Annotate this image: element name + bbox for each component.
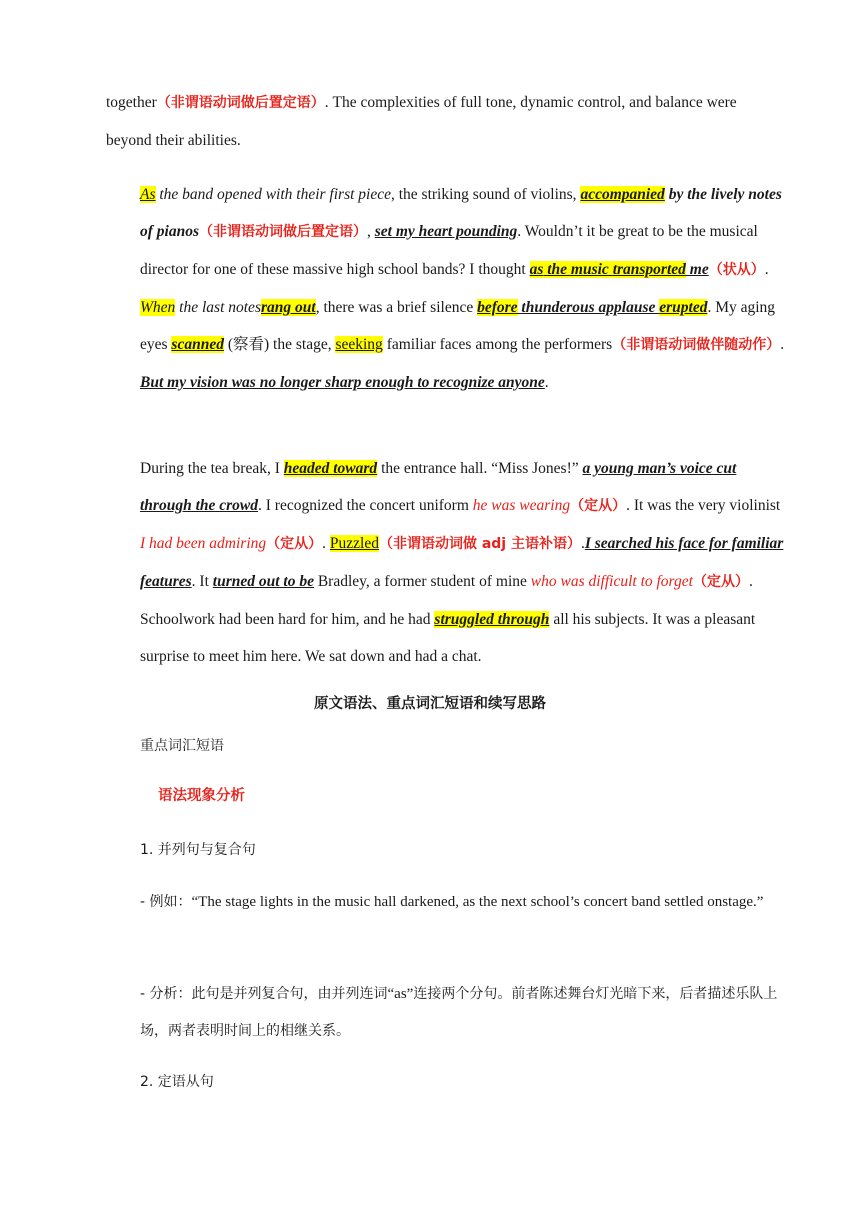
paragraph-1 — [106, 84, 754, 159]
analysis-keyword: “as” — [387, 986, 414, 1002]
text-run: (察看) the stage, — [223, 336, 336, 353]
text-run: . — [544, 374, 549, 391]
text-run: . I recognized the concert uniform — [258, 497, 473, 514]
text-run: . — [764, 261, 769, 278]
text-run: , there was a brief silence — [315, 299, 478, 316]
text-run: together — [106, 94, 157, 111]
paragraph-2 — [106, 176, 788, 401]
highlighted-word: As — [140, 186, 156, 203]
example-sentence: “The stage lights in the music hall darkened, as the next school’s concert band settled onstage.” — [191, 894, 764, 910]
example-label: - 例如： — [140, 894, 192, 910]
text-run: , — [367, 223, 375, 240]
text-run: . The complexities of full tone, dynamic control, and balance were beyond their abilities. — [106, 94, 737, 149]
text-run: the last notes — [175, 299, 261, 316]
text-run: all his subjects. It was a pleasant surprise to meet him here. We sat down and had a chat. — [140, 611, 756, 665]
example-line — [106, 884, 790, 921]
text-run: Bradley, a former student of mine — [313, 573, 531, 590]
text-run: During the tea break, I — [140, 460, 284, 477]
highlighted-word: When — [140, 299, 176, 316]
highlighted-phrase: rang out — [260, 299, 316, 316]
paragraph-3 — [106, 450, 788, 675]
highlighted-word: seeking — [335, 336, 383, 353]
text-run: . It was the very violinist — [626, 497, 781, 514]
grammar-note: （非谓语动词做伴随动作） — [612, 337, 781, 353]
highlighted-word: scanned — [171, 336, 224, 353]
grammar-heading: 语法现象分析 — [158, 788, 245, 804]
text-run: by the lively notes of pianos — [140, 186, 782, 240]
vocab-heading: 重点词汇短语 — [140, 738, 224, 754]
clause-text: he was wearing — [472, 497, 571, 514]
text-run: . — [322, 535, 330, 552]
grammar-note: （非谓语动词做后置定语） — [156, 95, 325, 111]
grammar-note: （定从） — [570, 498, 627, 514]
text-run: the entrance hall. “Miss Jones!” — [377, 460, 583, 477]
grammar-note: （非谓语动词做 adj 主语补语） — [378, 536, 581, 552]
list-item-heading: 1. 并列句与复合句 — [140, 842, 256, 858]
clause-text: who was difficult to forget — [530, 573, 693, 590]
highlighted-phrase: transported — [612, 261, 686, 278]
key-phrase: turned out to be — [212, 573, 314, 590]
key-sentence: I searched his face for familiar features — [140, 535, 784, 590]
key-sentence: But my vision was no longer sharp enough to recognize anyone — [140, 374, 545, 391]
text-run: . My aging eyes — [140, 299, 776, 353]
text-run: . — [580, 535, 585, 552]
key-sentence: a young man’s voice cut through the crowd — [140, 460, 737, 514]
text-run: . Schoolwork had been hard for him, and he had — [140, 573, 753, 628]
text-run: the band opened with their first piece — [155, 186, 391, 203]
clause-text: I had been admiring — [140, 535, 267, 552]
text-run: . Wouldn’t it be great to be the musical director for one of these massive high school bands? I thought — [140, 223, 758, 278]
highlighted-word: erupted — [659, 299, 708, 316]
analysis-label: - 分析：此句是并列复合句，由并列连词 — [140, 986, 388, 1002]
grammar-note: （定从） — [266, 536, 323, 552]
analysis-line — [106, 976, 790, 1050]
key-phrase: thunderous applause — [517, 299, 660, 316]
highlighted-phrase: accompanied — [580, 186, 665, 203]
text-run: , the striking sound of violins, — [390, 186, 581, 203]
highlighted-phrase: struggled through — [434, 611, 550, 628]
grammar-note: （状从） — [708, 262, 765, 278]
section-title: 原文语法、重点词汇短语和续写思路 — [314, 696, 546, 712]
highlighted-word: before — [477, 299, 518, 316]
text-run: . It — [191, 573, 213, 590]
analysis-text: 连接两个分句。前者陈述舞台灯光暗下来，后者描述乐队上场，两者表明时间上的相继关系。 — [140, 986, 778, 1039]
key-phrase: me — [685, 261, 709, 278]
text-run: . — [780, 336, 785, 353]
grammar-note: （非谓语动词做后置定语） — [199, 224, 367, 240]
list-item-heading: 2. 定语从句 — [140, 1074, 214, 1090]
highlighted-phrase: the music — [543, 261, 613, 278]
text-run: familiar faces among the performers — [382, 336, 613, 353]
highlighted-word: as — [529, 261, 544, 278]
key-phrase: set my heart pounding — [374, 223, 518, 240]
grammar-note: （定从） — [692, 574, 749, 590]
highlighted-word: Puzzled — [329, 535, 379, 552]
highlighted-phrase: headed toward — [283, 460, 378, 477]
